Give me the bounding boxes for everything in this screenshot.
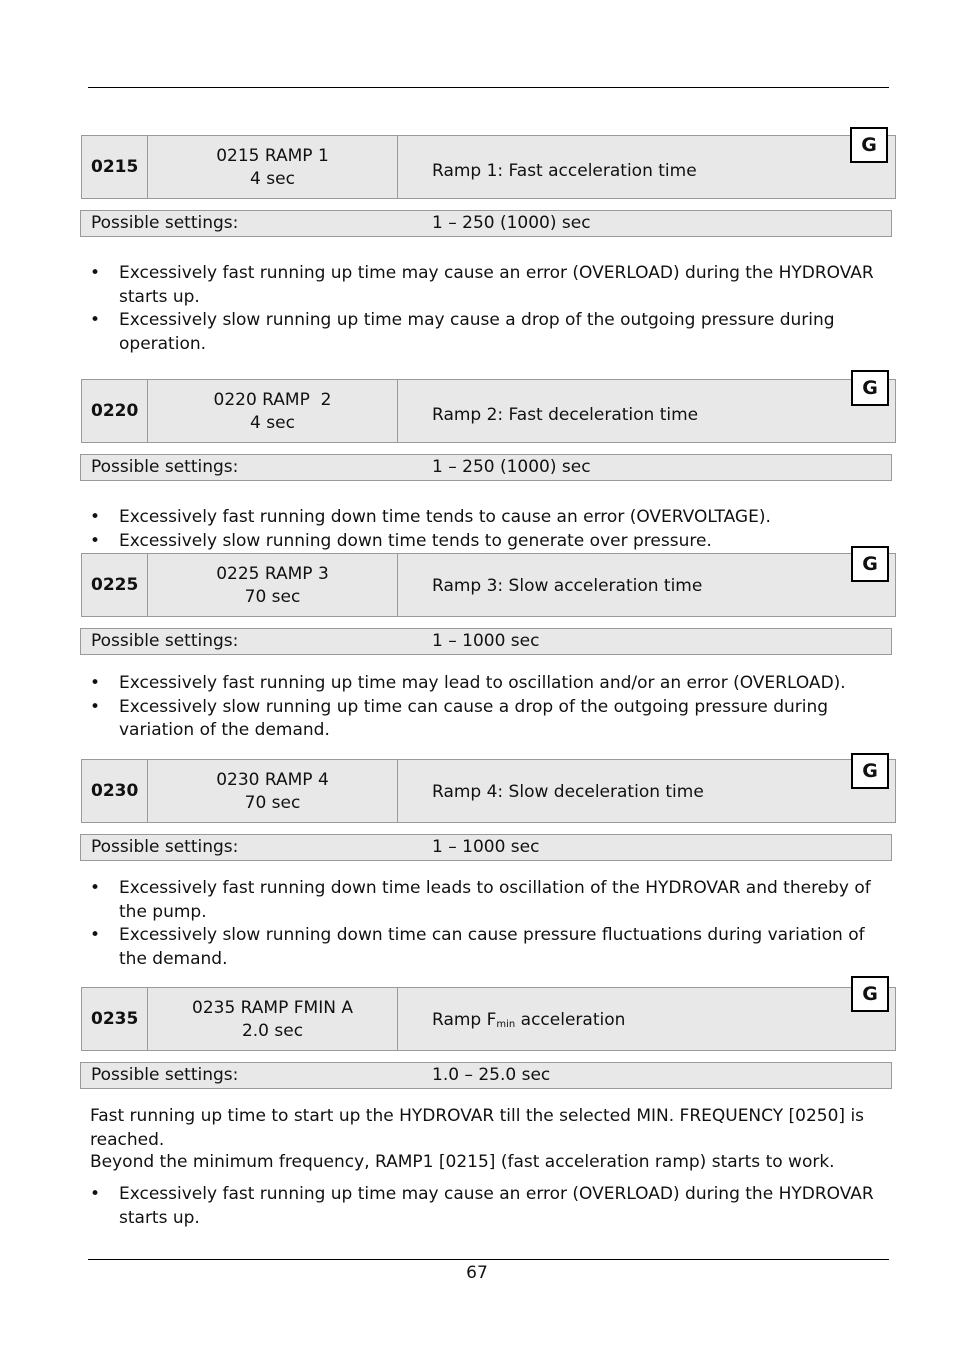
possible-settings-row [80, 210, 892, 237]
bullet-list [90, 262, 890, 356]
access-level-badge: G [851, 976, 889, 1012]
access-level-badge: G [851, 370, 889, 406]
bullet-list [90, 672, 890, 743]
settings-label: Possible settings: [91, 837, 239, 857]
access-level-badge: G [851, 546, 889, 582]
display-line1: 0220 RAMP 2 [213, 390, 332, 410]
display-line1: 0230 RAMP 4 [216, 770, 329, 790]
footer-rule [88, 1259, 889, 1260]
body-paragraph: Fast running up time to start up the HYDROVAR till the selected MIN. FREQUENCY [0250] is reached. [90, 1106, 865, 1150]
bullet-list [90, 506, 890, 553]
bullet-item: • Excessively slow running up time may cause a drop of the outgoing pressure during operation. [90, 309, 890, 356]
settings-label: Possible settings: [91, 1065, 239, 1085]
bullet-item: • Excessively fast running up time may cause an error (OVERLOAD) during the HYDROVAR starts up. [90, 262, 890, 309]
settings-label: Possible settings: [91, 631, 239, 651]
description-prefix: Ramp F [432, 1010, 497, 1030]
param-description: Ramp 3: Slow acceleration time [432, 576, 703, 596]
bullet-item: • Excessively slow running down time tends to generate over pressure. [90, 530, 890, 554]
display-text [148, 988, 398, 1050]
display-text [148, 760, 398, 822]
display-line2: 2.0 sec [241, 1021, 304, 1041]
param-description [432, 988, 625, 1050]
bullet-item: • Excessively fast running down time leads to oscillation of the HYDROVAR and thereby of the pump. [90, 877, 890, 924]
param-description: Ramp 2: Fast deceleration time [432, 405, 699, 425]
param-code: 0220 [82, 380, 148, 442]
settings-label: Possible settings: [91, 213, 239, 233]
param-code: 0225 [82, 554, 148, 616]
settings-label: Possible settings: [91, 457, 239, 477]
bullet-item: • Excessively fast running up time may cause an error (OVERLOAD) during the HYDROVAR starts up. [90, 1183, 890, 1230]
param-description: Ramp 1: Fast acceleration time [432, 161, 697, 181]
display-line2: 4 sec [250, 413, 295, 433]
display-text [148, 136, 398, 198]
bullet-item: • Excessively fast running up time may lead to oscillation and/or an error (OVERLOAD). [90, 672, 890, 696]
param-code: 0235 [82, 988, 148, 1050]
param-description: Ramp 4: Slow deceleration time [432, 782, 704, 802]
display-line1: 0215 RAMP 1 [216, 146, 329, 166]
description-subscript: min [496, 1019, 516, 1030]
bullet-item: • Excessively slow running down time can cause pressure fluctuations during variation of the demand. [90, 924, 890, 971]
settings-value: 1 – 1000 sec [432, 837, 540, 857]
display-line1: 0235 RAMP FMIN A [192, 998, 353, 1018]
settings-value: 1 – 250 (1000) sec [432, 457, 591, 477]
param-code: 0230 [82, 760, 148, 822]
display-text [148, 380, 398, 442]
param-0225-row [81, 553, 896, 617]
display-line2: 70 sec [244, 587, 301, 607]
access-level-badge: G [850, 127, 888, 163]
bullet-item: • Excessively slow running up time can cause a drop of the outgoing pressure during variation of the demand. [90, 696, 890, 743]
param-0220-row [81, 379, 896, 443]
page-number: 67 [466, 1263, 488, 1283]
param-0235-row [81, 987, 896, 1051]
header-rule [88, 87, 889, 88]
settings-value: 1.0 – 25.0 sec [432, 1065, 551, 1085]
bullet-item: • Excessively fast running down time tends to cause an error (OVERVOLTAGE). [90, 506, 890, 530]
display-line2: 4 sec [250, 169, 295, 189]
body-paragraph: Beyond the minimum frequency, RAMP1 [0215] (fast acceleration ramp) starts to work. [90, 1152, 835, 1172]
settings-value: 1 – 250 (1000) sec [432, 213, 591, 233]
param-0230-row [81, 759, 896, 823]
param-code: 0215 [82, 136, 148, 198]
possible-settings-row [80, 454, 892, 481]
settings-value: 1 – 1000 sec [432, 631, 540, 651]
display-text [148, 554, 398, 616]
access-level-badge: G [851, 753, 889, 789]
param-0215-row [81, 135, 896, 199]
bullet-list [90, 1183, 890, 1230]
possible-settings-row [80, 834, 892, 861]
possible-settings-row [80, 628, 892, 655]
possible-settings-row [80, 1062, 892, 1089]
bullet-list [90, 877, 890, 971]
description-suffix: acceleration [515, 1010, 626, 1030]
display-line1: 0225 RAMP 3 [216, 564, 329, 584]
display-line2: 70 sec [244, 793, 301, 813]
